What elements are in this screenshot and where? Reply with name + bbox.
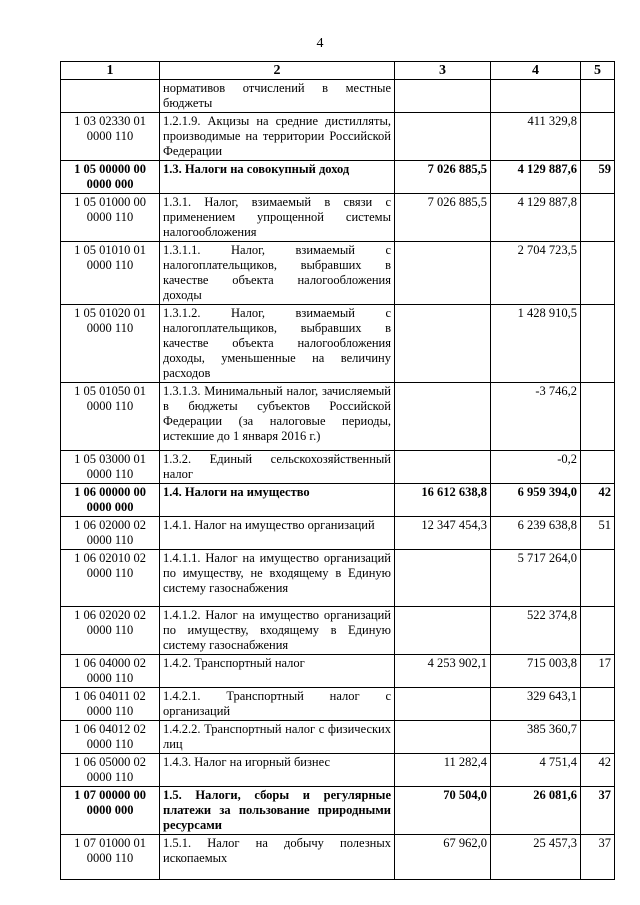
column-header-5: 5 [581,62,615,80]
budget-code-cell: 1 06 04000 02 0000 110 [61,655,160,688]
actual-amount-cell: 6 959 394,0 [491,484,581,517]
percent-cell [581,451,615,484]
planned-amount-cell [395,607,491,655]
table-row [61,451,615,484]
budget-code-cell: 1 05 01010 01 0000 110 [61,242,160,305]
description-cell: 1.4.1.1. Налог на имущество организаций по имуществу, не входящему в Единую систему газоснабжения [160,550,395,607]
description-cell: 1.3. Налоги на совокупный доход [160,161,395,194]
table-row [61,484,615,517]
table-row [61,721,615,754]
percent-cell [581,721,615,754]
table-row [61,787,615,835]
budget-code-cell: 1 05 01000 00 0000 110 [61,194,160,242]
actual-amount-cell: 4 129 887,6 [491,161,581,194]
table-row [61,113,615,161]
actual-amount-cell: -3 746,2 [491,383,581,451]
actual-amount-cell: -0,2 [491,451,581,484]
planned-amount-cell: 7 026 885,5 [395,161,491,194]
planned-amount-cell: 12 347 454,3 [395,517,491,550]
description-cell: 1.4.2.2. Транспортный налог с физических лиц [160,721,395,754]
actual-amount-cell: 329 643,1 [491,688,581,721]
budget-code-cell: 1 06 05000 02 0000 110 [61,754,160,787]
actual-amount-cell: 1 428 910,5 [491,305,581,383]
planned-amount-cell: 67 962,0 [395,835,491,880]
budget-code-cell: 1 06 00000 00 0000 000 [61,484,160,517]
budget-code-cell: 1 05 03000 01 0000 110 [61,451,160,484]
column-header-1: 1 [61,62,160,80]
planned-amount-cell [395,113,491,161]
description-cell: 1.4.2. Транспортный налог [160,655,395,688]
percent-cell [581,194,615,242]
description-cell: 1.2.1.9. Акцизы на средние дистилляты, производимые на территории Российской Федерации [160,113,395,161]
description-cell: 1.3.1.2. Налог, взимаемый с налогоплательщиков, выбравших в качестве объекта налогообложения доходы, уменьшенные на величину расходов [160,305,395,383]
table-row [61,517,615,550]
budget-code-cell: 1 05 01020 01 0000 110 [61,305,160,383]
percent-cell: 51 [581,517,615,550]
percent-cell [581,305,615,383]
planned-amount-cell: 16 612 638,8 [395,484,491,517]
table-header-row [61,62,615,80]
planned-amount-cell [395,550,491,607]
planned-amount-cell: 7 026 885,5 [395,194,491,242]
actual-amount-cell: 411 329,8 [491,113,581,161]
percent-cell [581,113,615,161]
table-body [61,80,615,880]
percent-cell: 42 [581,754,615,787]
percent-cell [581,607,615,655]
table-row [61,550,615,607]
percent-cell [581,242,615,305]
actual-amount-cell: 2 704 723,5 [491,242,581,305]
table-row [61,80,615,113]
planned-amount-cell: 11 282,4 [395,754,491,787]
planned-amount-cell [395,80,491,113]
description-cell: 1.3.2. Единый сельскохозяйственный налог [160,451,395,484]
description-cell: нормативов отчислений в местные бюджеты [160,80,395,113]
percent-cell [581,550,615,607]
actual-amount-cell: 26 081,6 [491,787,581,835]
column-header-3: 3 [395,62,491,80]
percent-cell: 59 [581,161,615,194]
description-cell: 1.5. Налоги, сборы и регулярные платежи за пользование природными ресурсами [160,787,395,835]
budget-code-cell: 1 06 04012 02 0000 110 [61,721,160,754]
planned-amount-cell [395,721,491,754]
page-number: 4 [316,36,324,51]
actual-amount-cell: 4 129 887,8 [491,194,581,242]
planned-amount-cell [395,451,491,484]
budget-code-cell [61,80,160,113]
description-cell: 1.4.1.2. Налог на имущество организаций по имуществу, входящему в Единую систему газоснабжения [160,607,395,655]
table-row [61,754,615,787]
table-row [61,607,615,655]
percent-cell: 37 [581,835,615,880]
budget-code-cell: 1 07 01000 01 0000 110 [61,835,160,880]
percent-cell: 37 [581,787,615,835]
description-cell: 1.4. Налоги на имущество [160,484,395,517]
description-cell: 1.4.1. Налог на имущество организаций [160,517,395,550]
table-row [61,655,615,688]
budget-code-cell: 1 07 00000 00 0000 000 [61,787,160,835]
table-row [61,835,615,880]
percent-cell: 17 [581,655,615,688]
actual-amount-cell: 6 239 638,8 [491,517,581,550]
budget-code-cell: 1 06 02020 02 0000 110 [61,607,160,655]
planned-amount-cell [395,383,491,451]
planned-amount-cell [395,305,491,383]
description-cell: 1.4.3. Налог на игорный бизнес [160,754,395,787]
budget-code-cell: 1 06 04011 02 0000 110 [61,688,160,721]
budget-code-cell: 1 06 02000 02 0000 110 [61,517,160,550]
budget-code-cell: 1 06 02010 02 0000 110 [61,550,160,607]
percent-cell [581,383,615,451]
planned-amount-cell: 70 504,0 [395,787,491,835]
budget-code-cell: 1 05 00000 00 0000 000 [61,161,160,194]
description-cell: 1.3.1.3. Минимальный налог, зачисляемый в бюджеты субъектов Российской Федерации (за налоговые периоды, истекшие до 1 января 2016 г.) [160,383,395,451]
column-header-2: 2 [160,62,395,80]
column-header-4: 4 [491,62,581,80]
description-cell: 1.4.2.1. Транспортный налог с организаций [160,688,395,721]
description-cell: 1.3.1.1. Налог, взимаемый с налогоплательщиков, выбравших в качестве объекта налогообложения доходы [160,242,395,305]
budget-code-cell: 1 05 01050 01 0000 110 [61,383,160,451]
table-row [61,383,615,451]
actual-amount-cell: 522 374,8 [491,607,581,655]
actual-amount-cell: 385 360,7 [491,721,581,754]
percent-cell [581,688,615,721]
revenue-table [60,61,615,880]
table-row [61,305,615,383]
actual-amount-cell: 25 457,3 [491,835,581,880]
table-row [61,242,615,305]
planned-amount-cell: 4 253 902,1 [395,655,491,688]
description-cell: 1.5.1. Налог на добычу полезных ископаемых [160,835,395,880]
description-cell: 1.3.1. Налог, взимаемый в связи с применением упрощенной системы налогообложения [160,194,395,242]
table-row [61,161,615,194]
actual-amount-cell: 5 717 264,0 [491,550,581,607]
planned-amount-cell [395,242,491,305]
actual-amount-cell [491,80,581,113]
actual-amount-cell: 715 003,8 [491,655,581,688]
table-row [61,688,615,721]
planned-amount-cell [395,688,491,721]
percent-cell: 42 [581,484,615,517]
table-row [61,194,615,242]
budget-code-cell: 1 03 02330 01 0000 110 [61,113,160,161]
percent-cell [581,80,615,113]
actual-amount-cell: 4 751,4 [491,754,581,787]
